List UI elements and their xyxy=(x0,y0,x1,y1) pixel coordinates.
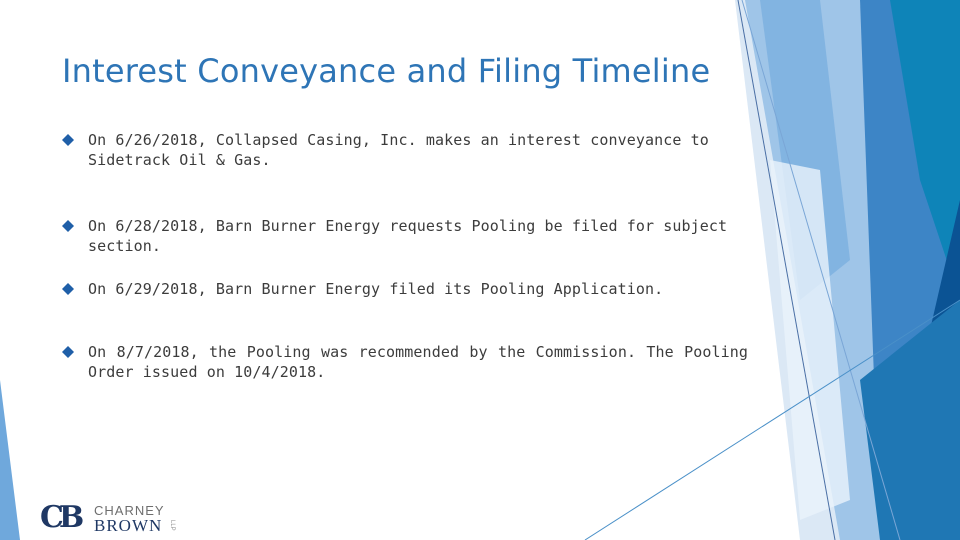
decor-left-accent xyxy=(0,380,20,540)
bullet-item xyxy=(62,279,748,299)
bullet-text: On 6/28/2018, Barn Burner Energy requests Pooling be filed for subject section. xyxy=(88,217,728,255)
bullet-item xyxy=(62,216,748,256)
diamond-bullet-icon xyxy=(62,130,88,170)
diamond-bullet-icon xyxy=(62,216,88,256)
bullet-text: On 6/26/2018, Collapsed Casing, Inc. makes an interest conveyance to Sidetrack Oil & Gas. xyxy=(88,131,709,169)
logo-name-line2: BROWN xyxy=(94,516,163,535)
diamond-bullet-icon xyxy=(62,342,88,382)
logo-name-line1: CHARNEY xyxy=(94,503,165,518)
company-logo xyxy=(38,498,178,538)
slide-title: Interest Conveyance and Filing Timeline xyxy=(62,52,711,90)
bullet-item xyxy=(62,342,748,382)
bullet-item xyxy=(62,130,748,170)
bullet-text: On 8/7/2018, the Pooling was recommended by the Commission. The Pooling Order issued on 10/4/2018. xyxy=(88,343,748,381)
logo-mark: CB xyxy=(40,500,80,535)
bullet-text: On 6/29/2018, Barn Burner Energy filed its Pooling Application. xyxy=(88,280,664,298)
logo-suffix: LLP xyxy=(169,520,175,531)
diamond-bullet-icon xyxy=(62,279,88,299)
